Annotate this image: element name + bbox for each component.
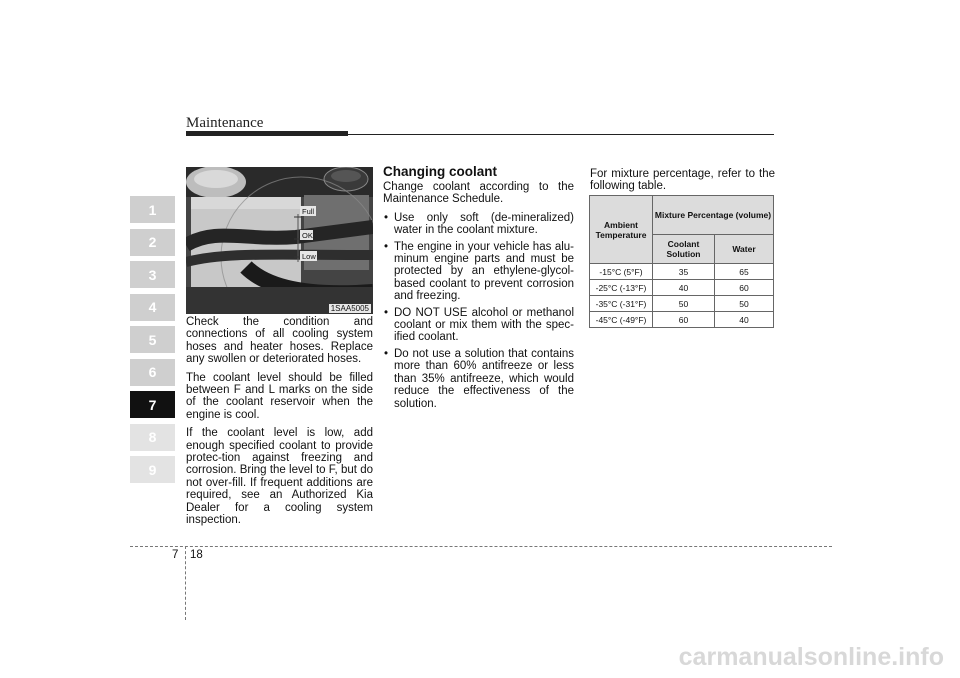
ok-mark-label: OK <box>302 231 313 240</box>
table-cell: -25°C (-13°F) <box>590 280 653 296</box>
table-header: Mixture Percentage (volume) <box>653 196 774 235</box>
full-mark-label: Full <box>302 207 315 216</box>
chapter-tab-7[interactable]: 7 <box>130 391 175 418</box>
low-mark-label: Low <box>302 252 316 261</box>
bullet-item: • Do not use a solution that contains more than 60% antifreeze or less than 35% antifreeze, which would reduce the effectiveness of the solution. <box>383 348 574 410</box>
table-cell: 60 <box>653 312 715 328</box>
table-cell: 40 <box>715 312 774 328</box>
table-cell: 50 <box>715 296 774 312</box>
bullet-item: • DO NOT USE alcohol or methanol coolant or mix them with the spec-ified coolant. <box>383 307 574 344</box>
footer-divider <box>185 546 186 620</box>
header-accent-bar <box>186 131 348 136</box>
coolant-check-text <box>186 316 373 533</box>
chapter-tab-5[interactable]: 5 <box>130 326 175 353</box>
footer-rule <box>130 546 832 547</box>
engine-bay-illustration <box>186 167 373 314</box>
chapter-tab-4[interactable]: 4 <box>130 294 175 321</box>
table-cell: 60 <box>715 280 774 296</box>
table-cell: -45°C (-49°F) <box>590 312 653 328</box>
changing-coolant-text <box>383 181 574 414</box>
paragraph: For mixture percentage, refer to the following table. <box>590 168 775 193</box>
table-cell: 65 <box>715 264 774 280</box>
paragraph: Check the condition and connections of all cooling system hoses and heater hoses. Replace any swollen or deteriorated hoses. <box>186 316 373 366</box>
table-row <box>590 296 774 312</box>
chapter-tab-6[interactable]: 6 <box>130 359 175 386</box>
watermark: carmanualsonline.info <box>678 643 944 671</box>
paragraph: Change coolant according to the Maintenance Schedule. <box>383 181 574 206</box>
bullet-item: • Use only soft (de-mineralized) water in the coolant mixture. <box>383 212 574 237</box>
changing-coolant-heading: Changing coolant <box>383 164 497 179</box>
paragraph: The coolant level should be filled between F and L marks on the side of the coolant reservoir when the engine is cool. <box>186 371 373 421</box>
page-number: 18 <box>190 549 203 561</box>
table-row <box>590 312 774 328</box>
table-row <box>590 264 774 280</box>
chapter-tab-9[interactable]: 9 <box>130 456 175 483</box>
coolant-reservoir-photo <box>186 167 373 314</box>
chapter-tab-1[interactable]: 1 <box>130 196 175 223</box>
section-title: Maintenance <box>186 115 264 131</box>
chapter-tabs <box>130 196 175 489</box>
chapter-tab-8[interactable]: 8 <box>130 424 175 451</box>
table-cell: 50 <box>653 296 715 312</box>
chapter-number: 7 <box>172 549 179 561</box>
table-row <box>590 280 774 296</box>
photo-code: 1SAA5005 <box>330 304 369 313</box>
chapter-tab-3[interactable]: 3 <box>130 261 175 288</box>
table-header: Ambient Temperature <box>590 196 653 264</box>
table-header: Coolant Solution <box>653 235 715 264</box>
table-header: Water <box>715 235 774 264</box>
table-cell: 35 <box>653 264 715 280</box>
chapter-tab-2[interactable]: 2 <box>130 229 175 256</box>
bullet-item: • The engine in your vehicle has alu-minum engine parts and must be protected by an ethylene-glycol-based coolant to prevent corrosion and freezing. <box>383 241 574 303</box>
table-cell: -15°C (5°F) <box>590 264 653 280</box>
table-cell: 40 <box>653 280 715 296</box>
paragraph: If the coolant level is low, add enough specified coolant to provide protec-tion against freezing and corrosion. Bring the level to F, but do not over-fill. If frequent additions are required, see an Authorized Kia Dealer for a cooling system inspection. <box>186 427 373 527</box>
mixture-table <box>589 195 774 328</box>
table-cell: -35°C (-31°F) <box>590 296 653 312</box>
bullet-list <box>383 212 574 410</box>
